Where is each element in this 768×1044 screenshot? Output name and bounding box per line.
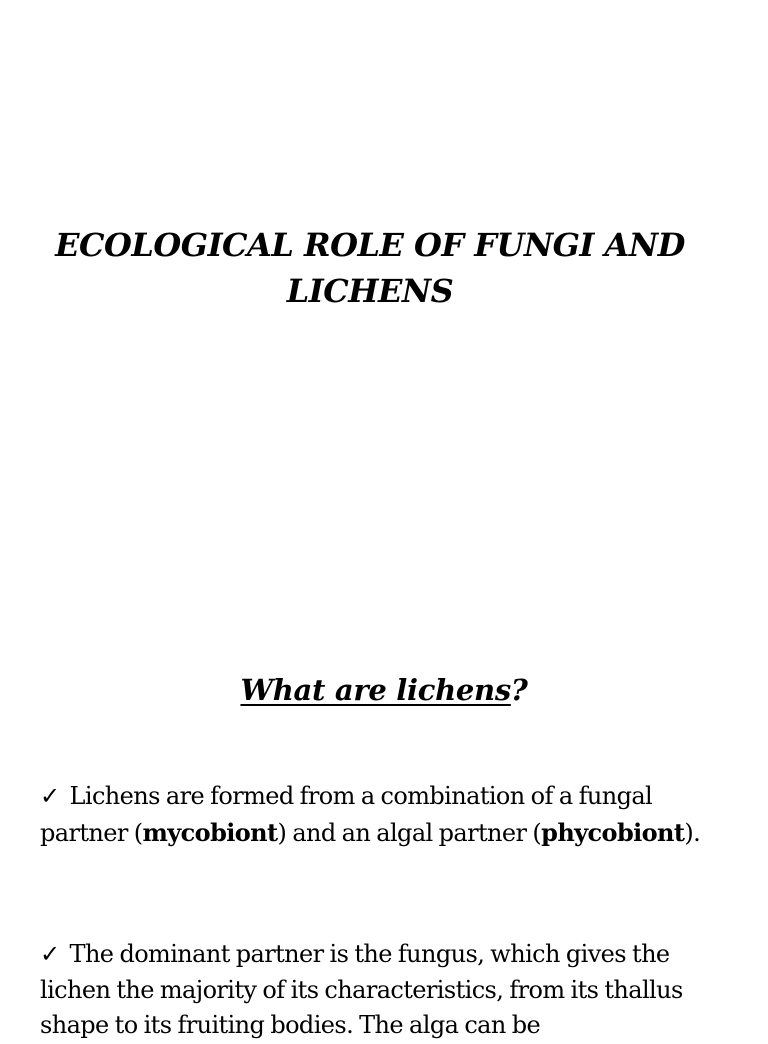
term-mycobiont: mycobiont (142, 817, 278, 847)
heading-question-mark: ? (510, 673, 528, 707)
document-title (40, 222, 700, 314)
checkmark-icon: ✓ (40, 940, 60, 968)
section-heading (0, 670, 768, 710)
checkmark-icon: ✓ (40, 782, 60, 810)
heading-underlined-text: What are lichens (240, 673, 511, 707)
title-line-1: ECOLOGICAL ROLE OF FUNGI AND (55, 226, 685, 264)
title-line-2: LICHENS (286, 272, 454, 310)
paragraph1-text-c: ). (684, 818, 701, 847)
paragraph-dominant-partner (40, 937, 730, 1044)
paragraph1-text-b: ) and an algal partner ( (277, 818, 542, 847)
paragraph2-text: The dominant partner is the fungus, which gives the lichen the majority of its characteristics, from its thallus shape to its fruiting bodies. The alga can be (40, 940, 683, 1039)
term-phycobiont: phycobiont (541, 817, 685, 847)
paragraph1-text-a: Lichens are formed from a combination of a fungal partner ( (40, 782, 653, 847)
paragraph-lichen-composition (40, 779, 730, 851)
